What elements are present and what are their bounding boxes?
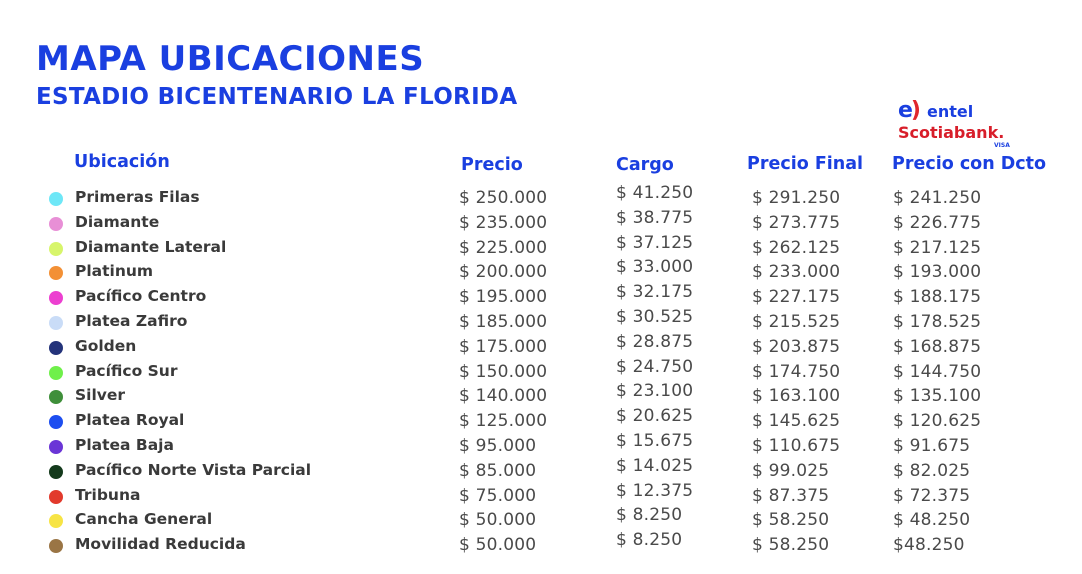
final-price-cell: $ 262.125	[752, 237, 841, 258]
discount-price-cell: $ 188.175	[893, 287, 982, 308]
location-name: Platea Zafiro	[75, 311, 188, 330]
location-name: Diamante Lateral	[75, 237, 227, 256]
final-price-cell: $ 145.625	[752, 411, 841, 432]
discount-price-cell: $ 226.775	[893, 212, 982, 233]
charge-cell: $ 32.175	[616, 282, 694, 303]
table-row	[0, 331, 1082, 360]
charge-cell: $ 24.750	[616, 356, 694, 377]
location-name: Platea Royal	[75, 411, 185, 430]
final-price-cell: $ 110.675	[752, 435, 841, 456]
location-color-dot	[49, 266, 63, 280]
location-color-dot	[49, 242, 63, 256]
discount-price-cell: $ 193.000	[893, 262, 982, 283]
charge-cell: $ 28.875	[616, 331, 694, 352]
charge-cell: $ 8.250	[616, 505, 683, 526]
discount-price-cell: $ 168.875	[893, 336, 982, 357]
location-name: Silver	[75, 386, 126, 405]
column-header-precio-final: Precio Final	[747, 154, 864, 174]
price-cell: $ 250.000	[459, 188, 548, 208]
location-name: Primeras Filas	[75, 188, 200, 206]
location-color-dot	[49, 490, 63, 504]
location-color-dot	[49, 514, 63, 528]
price-table	[0, 183, 1082, 558]
discount-price-cell: $ 48.250	[893, 510, 971, 531]
location-color-dot	[49, 539, 63, 553]
price-cell: $ 175.000	[459, 336, 548, 357]
table-row	[0, 356, 1082, 385]
location-name: Movilidad Reducida	[75, 535, 246, 554]
charge-cell: $ 41.250	[616, 183, 694, 203]
entel-logo-text: entel	[926, 101, 974, 121]
price-cell: $ 225.000	[459, 237, 548, 258]
price-cell: $ 185.000	[459, 311, 548, 332]
discount-price-cell: $ 135.100	[893, 386, 982, 407]
final-price-cell: $ 227.175	[752, 287, 841, 308]
location-name: Cancha General	[75, 510, 213, 529]
final-price-cell: $ 273.775	[752, 212, 841, 233]
discount-price-cell: $ 178.525	[893, 311, 982, 332]
column-header-precio-dcto: Precio con Dcto	[892, 154, 1047, 174]
location-color-dot	[49, 291, 63, 305]
table-row	[0, 480, 1082, 509]
table-row	[0, 530, 1082, 558]
table-row	[0, 183, 1082, 211]
price-cell: $ 50.000	[459, 535, 537, 556]
charge-cell: $ 23.100	[616, 381, 694, 402]
column-header-precio: Precio	[461, 155, 523, 175]
discount-price-cell: $ 241.250	[893, 188, 982, 208]
table-row	[0, 282, 1082, 310]
table-row	[0, 430, 1082, 459]
final-price-cell: $ 203.875	[752, 336, 841, 357]
location-name: Pacífico Centro	[75, 287, 207, 306]
price-cell: $ 95.000	[459, 435, 537, 456]
column-header-ubicacion: Ubicación	[74, 152, 170, 172]
scotiabank-logo: Scotiabank.	[898, 123, 1005, 142]
price-cell: $ 235.000	[459, 212, 548, 233]
final-price-cell: $ 99.025	[752, 460, 830, 481]
price-cell: $ 195.000	[459, 287, 548, 308]
location-color-dot	[49, 366, 63, 380]
final-price-cell: $ 174.750	[752, 361, 841, 382]
price-cell: $ 200.000	[459, 262, 548, 283]
location-color-dot	[49, 465, 63, 479]
discount-price-cell: $ 144.750	[893, 361, 982, 382]
location-name: Tribuna	[75, 485, 141, 504]
discount-price-cell: $ 82.025	[893, 460, 971, 481]
final-price-cell: $ 163.100	[752, 386, 841, 407]
location-color-dot	[49, 440, 63, 454]
location-name: Golden	[75, 336, 137, 355]
visa-mark: VISA	[994, 142, 1010, 149]
charge-cell: $ 12.375	[616, 480, 694, 501]
location-color-dot	[49, 390, 63, 404]
discount-price-cell: $ 120.625	[893, 411, 982, 432]
location-color-dot	[49, 415, 63, 429]
table-row	[0, 381, 1082, 409]
charge-cell: $ 37.125	[616, 232, 694, 253]
table-row	[0, 232, 1082, 261]
table-row	[0, 257, 1082, 285]
location-color-dot	[49, 316, 63, 330]
charge-cell: $ 33.000	[616, 257, 694, 278]
table-row	[0, 207, 1082, 236]
price-cell: $ 150.000	[459, 361, 548, 382]
discount-price-cell: $48.250	[893, 535, 965, 556]
final-price-cell: $ 291.250	[752, 188, 841, 208]
location-name: Platea Baja	[75, 435, 174, 454]
price-cell: $ 85.000	[459, 460, 537, 481]
charge-cell: $ 20.625	[616, 406, 694, 427]
entel-logo-mark: e)	[898, 98, 921, 123]
final-price-cell: $ 58.250	[752, 535, 830, 556]
price-cell: $ 125.000	[459, 411, 548, 432]
entel-logo	[898, 98, 973, 124]
price-cell: $ 50.000	[459, 510, 537, 531]
final-price-cell: $ 215.525	[752, 311, 841, 332]
page-subtitle: ESTADIO BICENTENARIO LA FLORIDA	[36, 84, 518, 110]
location-color-dot	[49, 341, 63, 355]
location-name: Pacífico Sur	[75, 361, 178, 380]
discount-price-cell: $ 72.375	[893, 485, 971, 506]
charge-cell: $ 15.675	[616, 430, 694, 451]
price-cell: $ 140.000	[459, 386, 548, 407]
location-name: Diamante	[75, 212, 160, 231]
location-color-dot	[49, 217, 63, 231]
final-price-cell: $ 58.250	[752, 510, 830, 531]
price-cell: $ 75.000	[459, 485, 537, 506]
sponsor-logos	[898, 98, 1028, 150]
location-name: Platinum	[75, 262, 154, 281]
final-price-cell: $ 87.375	[752, 485, 830, 506]
location-color-dot	[49, 192, 63, 206]
table-row	[0, 406, 1082, 434]
table-row	[0, 455, 1082, 484]
location-name: Pacífico Norte Vista Parcial	[75, 460, 312, 479]
table-row	[0, 505, 1082, 533]
charge-cell: $ 14.025	[616, 455, 694, 476]
table-row	[0, 306, 1082, 335]
charge-cell: $ 30.525	[616, 306, 694, 327]
column-header-cargo: Cargo	[616, 155, 674, 175]
page-title: MAPA UBICACIONES	[36, 39, 425, 79]
discount-price-cell: $ 217.125	[893, 237, 982, 258]
discount-price-cell: $ 91.675	[893, 435, 971, 456]
charge-cell: $ 38.775	[616, 207, 694, 228]
final-price-cell: $ 233.000	[752, 262, 841, 283]
charge-cell: $ 8.250	[616, 530, 683, 551]
